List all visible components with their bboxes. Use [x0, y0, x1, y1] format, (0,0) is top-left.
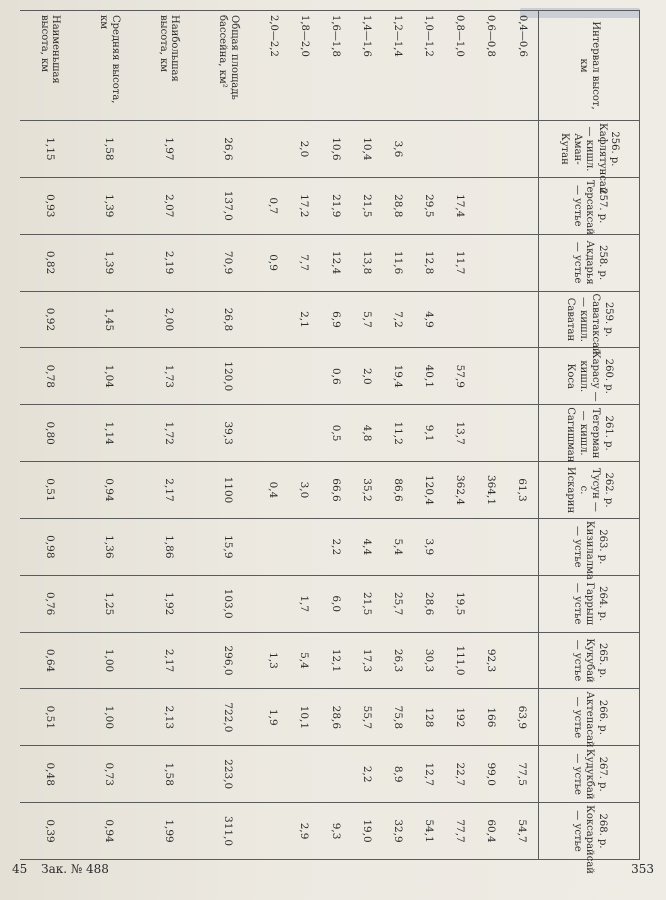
table-cell: 61,3	[506, 462, 538, 519]
table-cell: 1,73	[139, 348, 198, 405]
table-cell: 11,7	[444, 234, 475, 291]
table-cell: 11,2	[382, 405, 413, 462]
row-label: 2,0—2,2	[258, 11, 289, 121]
table-cell	[444, 518, 475, 575]
table-cell: 1,7	[289, 575, 320, 632]
row-label: Общая площадь бассейна, км²	[198, 11, 257, 121]
table-cell: 7,7	[289, 234, 320, 291]
table-cell: 1,92	[139, 575, 198, 632]
table-cell: 10,1	[289, 689, 320, 746]
table-row	[351, 11, 382, 860]
table-cell: 86,6	[382, 462, 413, 519]
column-header	[539, 348, 640, 405]
table-cell: 2,9	[289, 803, 320, 860]
row-label: 1,0—1,2	[413, 11, 444, 121]
table-cell: 5,4	[382, 518, 413, 575]
table-row	[198, 11, 257, 860]
table-row	[413, 11, 444, 860]
table-row	[289, 11, 320, 860]
table-cell: 10,4	[351, 121, 382, 178]
table-cell: 26,3	[382, 632, 413, 689]
table-cell: 26,6	[198, 121, 257, 178]
row-label: 0,8—1,0	[444, 11, 475, 121]
table-cell: 25,7	[382, 575, 413, 632]
table-cell: 0,93	[20, 177, 80, 234]
row-label: 1,6—1,8	[320, 11, 351, 121]
table-cell: 0,73	[80, 746, 139, 803]
table-cell: 0,9	[258, 234, 289, 291]
table-cell	[258, 518, 289, 575]
table-cell: 120,4	[413, 462, 444, 519]
table-cell: 55,7	[351, 689, 382, 746]
table-row	[475, 11, 506, 860]
table-cell: 0,92	[20, 291, 80, 348]
table-cell: 364,1	[475, 462, 506, 519]
table-cell: 2,2	[320, 518, 351, 575]
table-cell: 0,39	[20, 803, 80, 860]
column-header-label: 260. р. Карасу — кишл. Коса	[565, 350, 614, 402]
table-row	[444, 11, 475, 860]
table-cell: 29,5	[413, 177, 444, 234]
column-header-label: 256. р. Кафлятунсай — кишл. Аман-Кутан	[559, 123, 621, 194]
table-cell: 3,0	[289, 462, 320, 519]
table-cell	[258, 121, 289, 178]
table-cell: 6,0	[320, 575, 351, 632]
table-cell: 17,3	[351, 632, 382, 689]
table-cell	[475, 291, 506, 348]
column-header	[539, 177, 640, 234]
table-cell: 2,00	[139, 291, 198, 348]
table-cell	[475, 177, 506, 234]
table-cell: 1,25	[80, 575, 139, 632]
table-cell: 0,6	[320, 348, 351, 405]
table-cell: 1,00	[80, 632, 139, 689]
table-cell: 77,7	[444, 803, 475, 860]
row-label: Средняя высота, км	[80, 11, 139, 121]
table-cell: 17,2	[289, 177, 320, 234]
table-cell: 296,0	[198, 632, 257, 689]
column-header	[539, 746, 640, 803]
row-label: 1,4—1,6	[351, 11, 382, 121]
table-cell: 1,58	[80, 121, 139, 178]
table-cell: 103,0	[198, 575, 257, 632]
table-row	[20, 11, 80, 860]
table-cell: 32,9	[382, 803, 413, 860]
table-row	[382, 11, 413, 860]
column-header-label: 257. р. Терсаксай — устье	[571, 179, 608, 235]
table-cell: 111,0	[444, 632, 475, 689]
header-interval: Интервал высот, км	[539, 11, 640, 121]
table-cell: 19,5	[444, 575, 475, 632]
table-cell: 0,98	[20, 518, 80, 575]
table-cell: 77,5	[506, 746, 538, 803]
table-cell: 26,8	[198, 291, 257, 348]
table-cell: 63,9	[506, 689, 538, 746]
table-cell: 54,7	[506, 803, 538, 860]
table-body	[20, 11, 539, 860]
folio-left	[12, 862, 119, 876]
table-cell: 12,4	[320, 234, 351, 291]
table-cell: 0,4	[258, 462, 289, 519]
table-cell	[320, 746, 351, 803]
table-cell	[289, 348, 320, 405]
table-row	[258, 11, 289, 860]
column-header-label: 263. р. Кизилалма — устье	[571, 520, 608, 580]
table-cell: 6,9	[320, 291, 351, 348]
table-cell: 1,45	[80, 291, 139, 348]
table-cell: 4,8	[351, 405, 382, 462]
table-cell	[258, 575, 289, 632]
table-row	[80, 11, 139, 860]
table-cell	[413, 121, 444, 178]
table-row	[320, 11, 351, 860]
table-cell: 362,4	[444, 462, 475, 519]
row-label: 1,8—2,0	[289, 11, 320, 121]
table-cell: 1,04	[80, 348, 139, 405]
table-cell	[506, 348, 538, 405]
table-cell: 11,6	[382, 234, 413, 291]
table-cell: 166	[475, 689, 506, 746]
table-cell	[444, 121, 475, 178]
table-cell	[506, 177, 538, 234]
table-cell: 137,0	[198, 177, 257, 234]
table-cell: 19,0	[351, 803, 382, 860]
table-cell: 75,8	[382, 689, 413, 746]
table-cell	[506, 405, 538, 462]
table-cell: 0,78	[20, 348, 80, 405]
column-header	[539, 462, 640, 519]
column-header-label: 268. р. Коксарайсай — устье	[571, 805, 608, 874]
table-cell	[444, 291, 475, 348]
table-cell: 5,7	[351, 291, 382, 348]
table-cell: 2,19	[139, 234, 198, 291]
table-header-row	[539, 11, 640, 860]
table-cell	[475, 575, 506, 632]
table-cell: 19,4	[382, 348, 413, 405]
table-cell	[506, 518, 538, 575]
column-header-label: 261. р. Тегерман — кишл. Сагишман	[565, 407, 614, 463]
table-cell: 4,4	[351, 518, 382, 575]
column-header	[539, 689, 640, 746]
column-header-label: 266. р. Актепасай — устье	[571, 691, 608, 748]
table-cell: 17,4	[444, 177, 475, 234]
table-cell: 0,94	[80, 803, 139, 860]
table-cell: 1,99	[139, 803, 198, 860]
row-label: 0,6—0,8	[475, 11, 506, 121]
table-cell: 66,6	[320, 462, 351, 519]
table-cell	[258, 803, 289, 860]
row-label: 1,2—1,4	[382, 11, 413, 121]
row-label: Наименьшая высота, км	[20, 11, 80, 121]
table-cell: 722,0	[198, 689, 257, 746]
column-header	[539, 405, 640, 462]
table-cell: 3,6	[382, 121, 413, 178]
table-cell: 5,4	[289, 632, 320, 689]
column-header-label: 264. р. Гаррыш — устье	[571, 582, 608, 625]
table-cell: 40,1	[413, 348, 444, 405]
column-header-label: 259. р. Саватаксай — кишл. Саватан	[565, 293, 614, 355]
column-header-label: 258. р. Акдарья — устье	[571, 240, 608, 285]
column-header	[539, 575, 640, 632]
table-cell	[506, 234, 538, 291]
order-number: Зак. № 488	[41, 862, 109, 876]
table-cell: 120,0	[198, 348, 257, 405]
table-cell: 2,0	[351, 348, 382, 405]
table-cell: 0,48	[20, 746, 80, 803]
table-cell: 7,2	[382, 291, 413, 348]
table-cell: 12,1	[320, 632, 351, 689]
column-header	[539, 234, 640, 291]
table-cell	[475, 518, 506, 575]
table-cell: 1,9	[258, 689, 289, 746]
column-header	[539, 291, 640, 355]
table-cell	[289, 405, 320, 462]
column-header	[539, 518, 640, 580]
table-cell	[475, 234, 506, 291]
table-cell: 2,1	[289, 291, 320, 348]
table-cell: 1,58	[139, 746, 198, 803]
column-header	[539, 632, 640, 689]
table-cell: 1,3	[258, 632, 289, 689]
table-cell: 0,51	[20, 689, 80, 746]
column-header	[539, 803, 640, 874]
table-cell: 0,5	[320, 405, 351, 462]
table-cell: 9,1	[413, 405, 444, 462]
table-cell: 1,86	[139, 518, 198, 575]
table-cell	[475, 348, 506, 405]
table-cell: 54,1	[413, 803, 444, 860]
table-cell: 3,9	[413, 518, 444, 575]
table-cell: 15,9	[198, 518, 257, 575]
left-page-number: 45	[12, 862, 28, 876]
table-cell	[475, 405, 506, 462]
table-cell: 128	[413, 689, 444, 746]
table-cell: 12,8	[413, 234, 444, 291]
table-cell: 1,97	[139, 121, 198, 178]
table-row	[139, 11, 198, 860]
table-cell: 223,0	[198, 746, 257, 803]
row-label: Наибольшая высота, км	[139, 11, 198, 121]
table-cell: 2,2	[351, 746, 382, 803]
table-cell: 1100	[198, 462, 257, 519]
table-cell: 28,8	[382, 177, 413, 234]
table-cell: 0,7	[258, 177, 289, 234]
table-cell: 35,2	[351, 462, 382, 519]
table-cell	[506, 632, 538, 689]
table-cell: 0,82	[20, 234, 80, 291]
table-cell: 22,7	[444, 746, 475, 803]
table-cell: 12,7	[413, 746, 444, 803]
table-cell	[506, 575, 538, 632]
column-header-label: 265. р. Кукубай — устье	[571, 638, 608, 683]
table-cell: 28,6	[320, 689, 351, 746]
table-cell: 2,0	[289, 121, 320, 178]
table-cell: 0,64	[20, 632, 80, 689]
column-header-label: 267. р. Кудукбай — устье	[571, 748, 608, 800]
table-cell	[258, 405, 289, 462]
table-cell: 1,15	[20, 121, 80, 178]
table-cell: 2,17	[139, 462, 198, 519]
table-cell: 21,5	[351, 177, 382, 234]
table-cell: 9,3	[320, 803, 351, 860]
table-cell	[475, 121, 506, 178]
table-cell: 0,51	[20, 462, 80, 519]
table-cell: 8,9	[382, 746, 413, 803]
right-page-number: 353	[631, 862, 654, 876]
table-cell: 13,8	[351, 234, 382, 291]
table-cell: 28,6	[413, 575, 444, 632]
table-cell: 2,13	[139, 689, 198, 746]
table-cell	[258, 746, 289, 803]
table-cell: 1,36	[80, 518, 139, 575]
table-cell: 1,14	[80, 405, 139, 462]
table-cell: 30,3	[413, 632, 444, 689]
table-cell	[289, 518, 320, 575]
column-header-label: 262. р. Тусун — с. Искарин	[565, 466, 614, 514]
table-row	[506, 11, 538, 860]
table-cell: 21,9	[320, 177, 351, 234]
table-cell: 21,5	[351, 575, 382, 632]
table-cell: 1,00	[80, 689, 139, 746]
table-cell: 2,17	[139, 632, 198, 689]
table-cell: 70,9	[198, 234, 257, 291]
table-cell	[258, 291, 289, 348]
table-cell: 60,4	[475, 803, 506, 860]
table-cell: 4,9	[413, 291, 444, 348]
table-cell: 0,94	[80, 462, 139, 519]
table-cell	[506, 121, 538, 178]
table-cell: 57,9	[444, 348, 475, 405]
table-cell	[506, 291, 538, 348]
table-cell	[258, 348, 289, 405]
table-cell: 39,3	[198, 405, 257, 462]
table-cell	[289, 746, 320, 803]
table-cell: 1,39	[80, 177, 139, 234]
table-cell: 311,0	[198, 803, 257, 860]
table-cell: 0,80	[20, 405, 80, 462]
table-cell: 2,07	[139, 177, 198, 234]
table-cell: 192	[444, 689, 475, 746]
table-cell: 10,6	[320, 121, 351, 178]
column-header	[539, 121, 640, 194]
table-cell: 1,72	[139, 405, 198, 462]
row-label: 0,4—0,6	[506, 11, 538, 121]
table-cell: 13,7	[444, 405, 475, 462]
table-cell: 92,3	[475, 632, 506, 689]
table-cell: 99,0	[475, 746, 506, 803]
table-cell: 1,39	[80, 234, 139, 291]
table-cell: 0,76	[20, 575, 80, 632]
